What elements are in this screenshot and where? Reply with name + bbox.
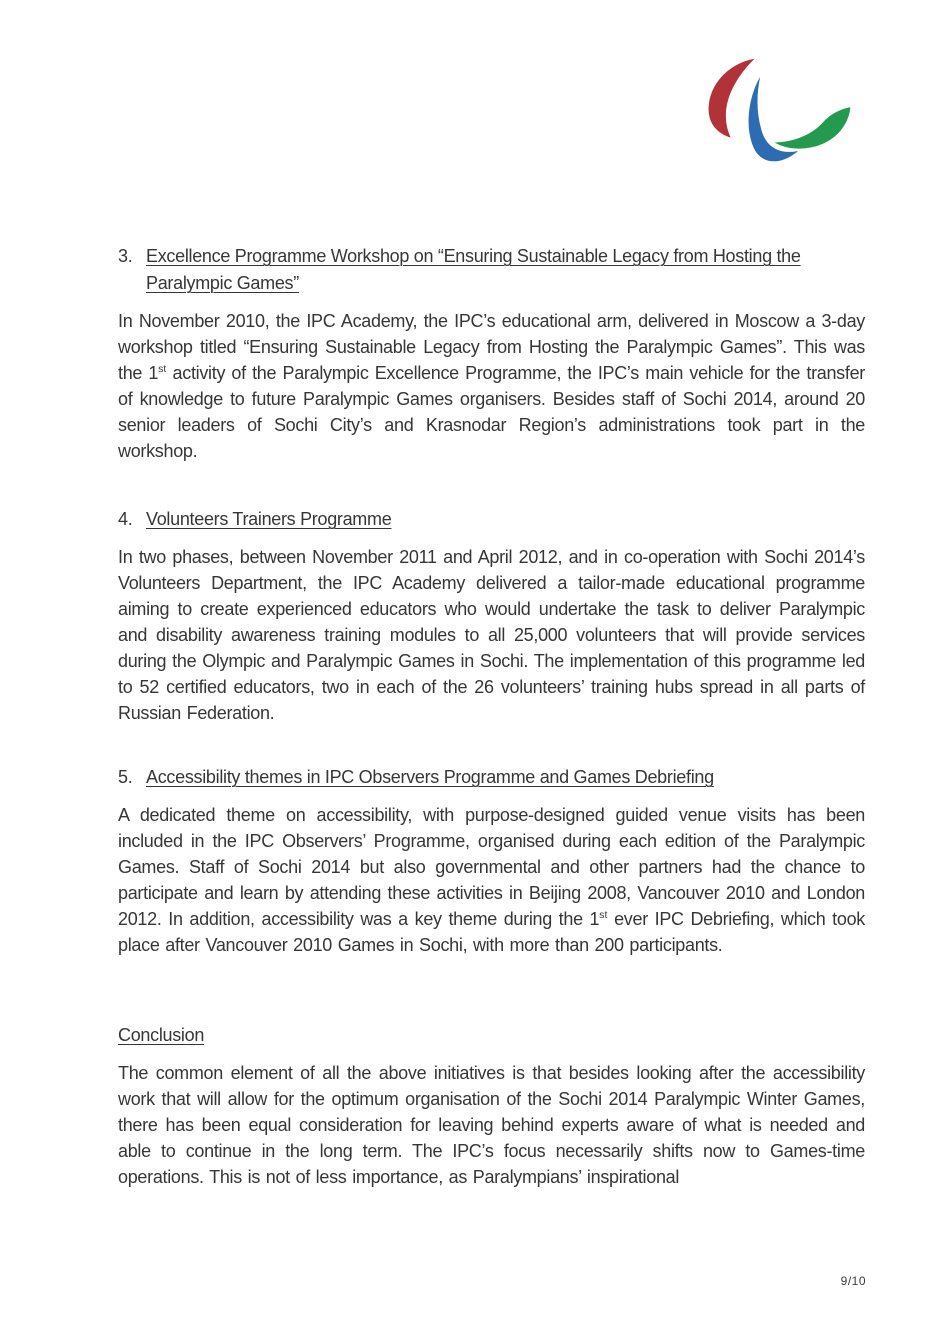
section-number: 4. bbox=[118, 509, 133, 529]
document-section bbox=[118, 764, 865, 958]
section-heading bbox=[118, 1022, 865, 1049]
document-content bbox=[118, 0, 865, 1337]
section-heading bbox=[118, 764, 865, 791]
section-paragraph bbox=[118, 308, 865, 464]
paragraph-text: A dedicated theme on accessibility, with purpose-designed guided venue visits has been included in the IPC Observers’ Programme, organised during each edition of the Paralympic Games. Staff of Sochi 2014 but also governmental and other partners had the chance to participate and learn by attending these activities in Beijing 2008, Vancouver 2010 and London 2012. In addition, accessibility was a key theme during the 1 bbox=[118, 805, 865, 929]
superscript-ordinal: st bbox=[158, 364, 167, 375]
paragraph-text: activity of the Paralympic Excellence Programme, the IPC’s main vehicle for the transfer of knowledge to future Paralympic Games organisers. Besides staff of Sochi 2014, around 20 senior leaders of Sochi City’s and Krasnodar Region’s administrations took part in the workshop. bbox=[118, 363, 865, 461]
section-heading bbox=[118, 506, 865, 533]
section-heading-text: Excellence Programme Workshop on “Ensuring Sustainable Legacy from Hosting the Paralympic Games” bbox=[146, 246, 801, 293]
document-section bbox=[118, 1022, 865, 1190]
section-number: 5. bbox=[118, 767, 133, 787]
section-paragraph bbox=[118, 1060, 865, 1190]
section-heading-text: Conclusion bbox=[118, 1025, 205, 1045]
section-heading bbox=[118, 243, 865, 297]
paragraph-text: In November 2010, the IPC Academy, the IPC’s educational arm, delivered in Moscow a 3-day workshop titled “Ensuring Sustainable Legacy from Hosting the Paralympic Games”. This was the 1 bbox=[118, 311, 865, 383]
section-paragraph bbox=[118, 802, 865, 958]
section-heading-text: Volunteers Trainers Programme bbox=[146, 509, 392, 529]
section-heading-text: Accessibility themes in IPC Observers Programme and Games Debriefing bbox=[146, 767, 714, 787]
paragraph-text: ever IPC Debriefing, which took place after Vancouver 2010 Games in Sochi, with more than 200 participants. bbox=[118, 909, 866, 955]
paragraph-text: The common element of all the above initiatives is that besides looking after the accessibility work that will allow for the optimum organisation of the Sochi 2014 Paralympic Winter Games, there has been equal consideration for leaving behind experts aware of what is needed and able to continue in the long term. The IPC’s focus necessarily shifts now to Games-time operations. This is not of less importance, as Paralympians’ inspirational bbox=[118, 1063, 865, 1187]
document-section bbox=[118, 243, 865, 464]
section-number: 3. bbox=[118, 246, 133, 266]
superscript-ordinal: st bbox=[599, 910, 608, 921]
document-section bbox=[118, 506, 865, 726]
page-number: 9/10 bbox=[840, 1274, 866, 1288]
paragraph-text: In two phases, between November 2011 and April 2012, and in co-operation with Sochi 2014’s Volunteers Department, the IPC Academy delivered a tailor-made educational programme aiming to create experienced educators who would undertake the task to deliver Paralympic and disability awareness training modules to all 25,000 volunteers that will provide services during the Olympic and Paralympic Games in Sochi. The implementation of this programme led to 52 certified educators, two in each of the 26 volunteers’ training hubs spread in all parts of Russian Federation. bbox=[118, 547, 865, 723]
section-paragraph bbox=[118, 544, 865, 726]
